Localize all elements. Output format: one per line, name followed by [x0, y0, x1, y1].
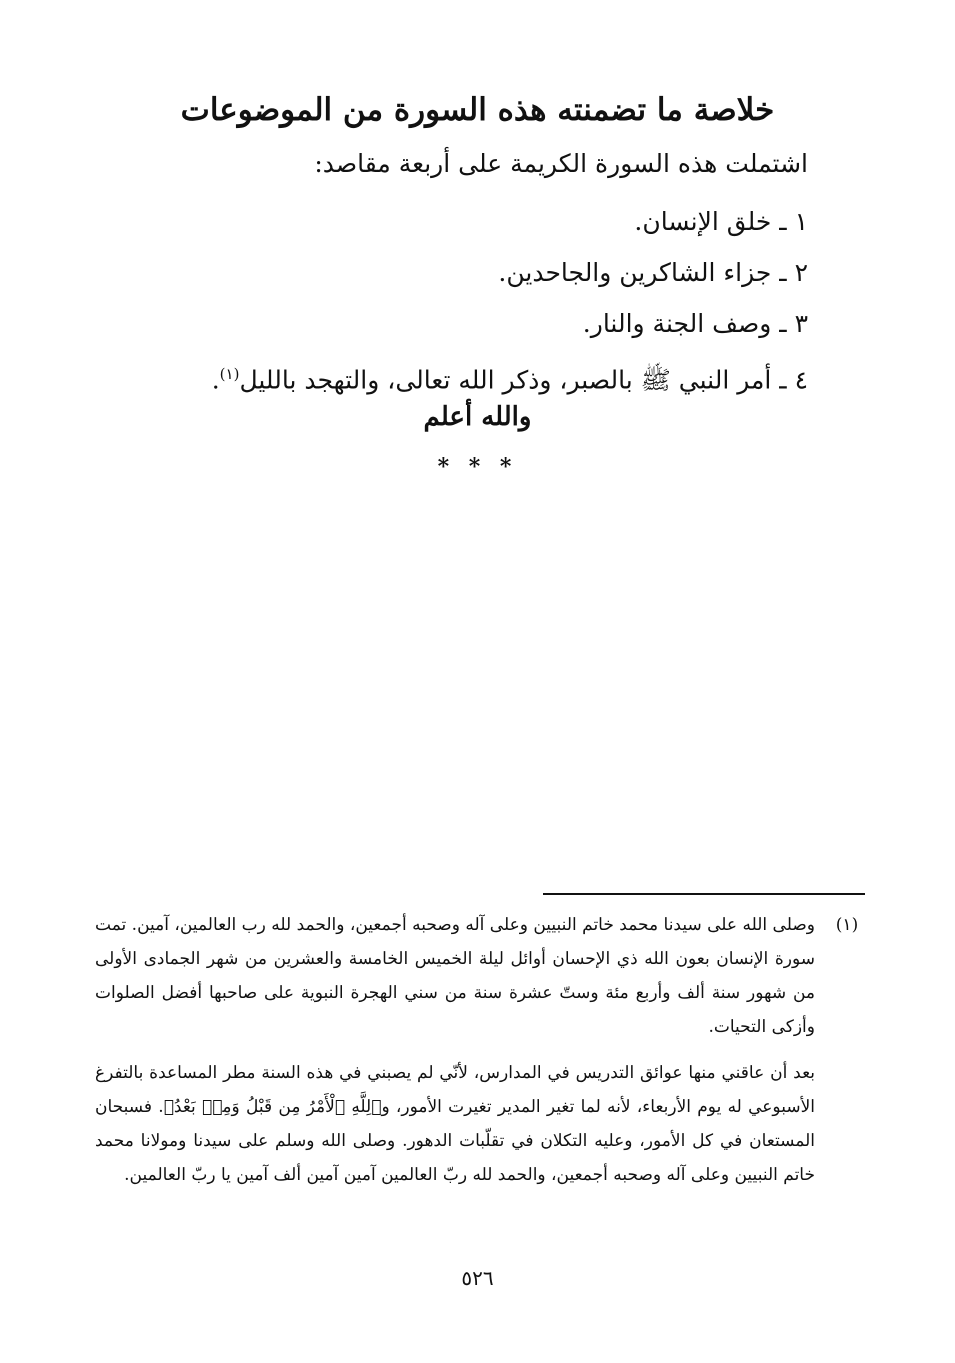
objectives-list	[212, 196, 808, 405]
section-separator: * * *	[437, 454, 518, 480]
footnote	[95, 908, 865, 1192]
intro-text: اشتملت هذه السورة الكريمة على أربعة مقاصد:	[314, 149, 808, 178]
objective-item	[212, 298, 808, 349]
closing-phrase: والله أعلم	[423, 402, 532, 432]
footnote-paragraph: وصلى الله على سيدنا محمد خاتم النبيين وعلى آله وصحبه أجمعين، والحمد لله رب العالمين، آمين. تمت سورة الإنسان بعون الله ذي الإحسان أوائل ليلة الخميس الخامسة والعشرين من شهر الجمادى الأولى من شهور سنة ألف وأربع مئة وستّ عشرة سنة من سني الهجرة النبوية على صاحبها أفضل الصلوات وأزكى التحيات.	[95, 915, 815, 1037]
footnote-reference: (١)	[219, 365, 240, 383]
objective-text: ٣ ـ وصف الجنة والنار.	[582, 309, 808, 338]
page-title: خلاصة ما تضمنته هذه السورة من الموضوعات	[180, 92, 775, 128]
objective-text: ٢ ـ جزاء الشاكرين والجاحدين.	[498, 258, 808, 287]
objective-text: ٤ ـ أمر النبي ﷺ بالصبر، وذكر الله تعالى، والتهجد بالليل	[239, 365, 808, 395]
objective-item	[212, 196, 808, 247]
objective-end-punctuation: .	[211, 365, 220, 395]
footnote-marker: (١)	[835, 915, 859, 935]
objective-text: ١ ـ خلق الإنسان.	[634, 207, 808, 236]
objective-item	[212, 247, 808, 298]
footnote-paragraph: بعد أن عاقني منها عوائق التدريس في المدارس، لأنّي لم يصبني في هذه السنة مطر المساعدة بالتفرغ الأسبوعي له يوم الأربعاء، لأنه لما تغير المدير تغيرت الأمور، و﴿لِلَّهِ ٱلْأَمْرُ مِن قَبْلُ وَمِنۢ بَعْدُ﴾. فسبحان المستعان في كل الأمور، وعليه التكلان في تقلّبات الدهور. وصلى الله وسلم على سيدنا ومولانا محمد خاتم النبيين وعلى آله وصحبه أجمعين، والحمد لله ربّ العالمين آمين آمين ألف آمين يا ربّ العالمين.	[95, 1063, 815, 1185]
footnote-divider	[543, 893, 865, 895]
page-number: ٥٢٦	[461, 1266, 494, 1290]
